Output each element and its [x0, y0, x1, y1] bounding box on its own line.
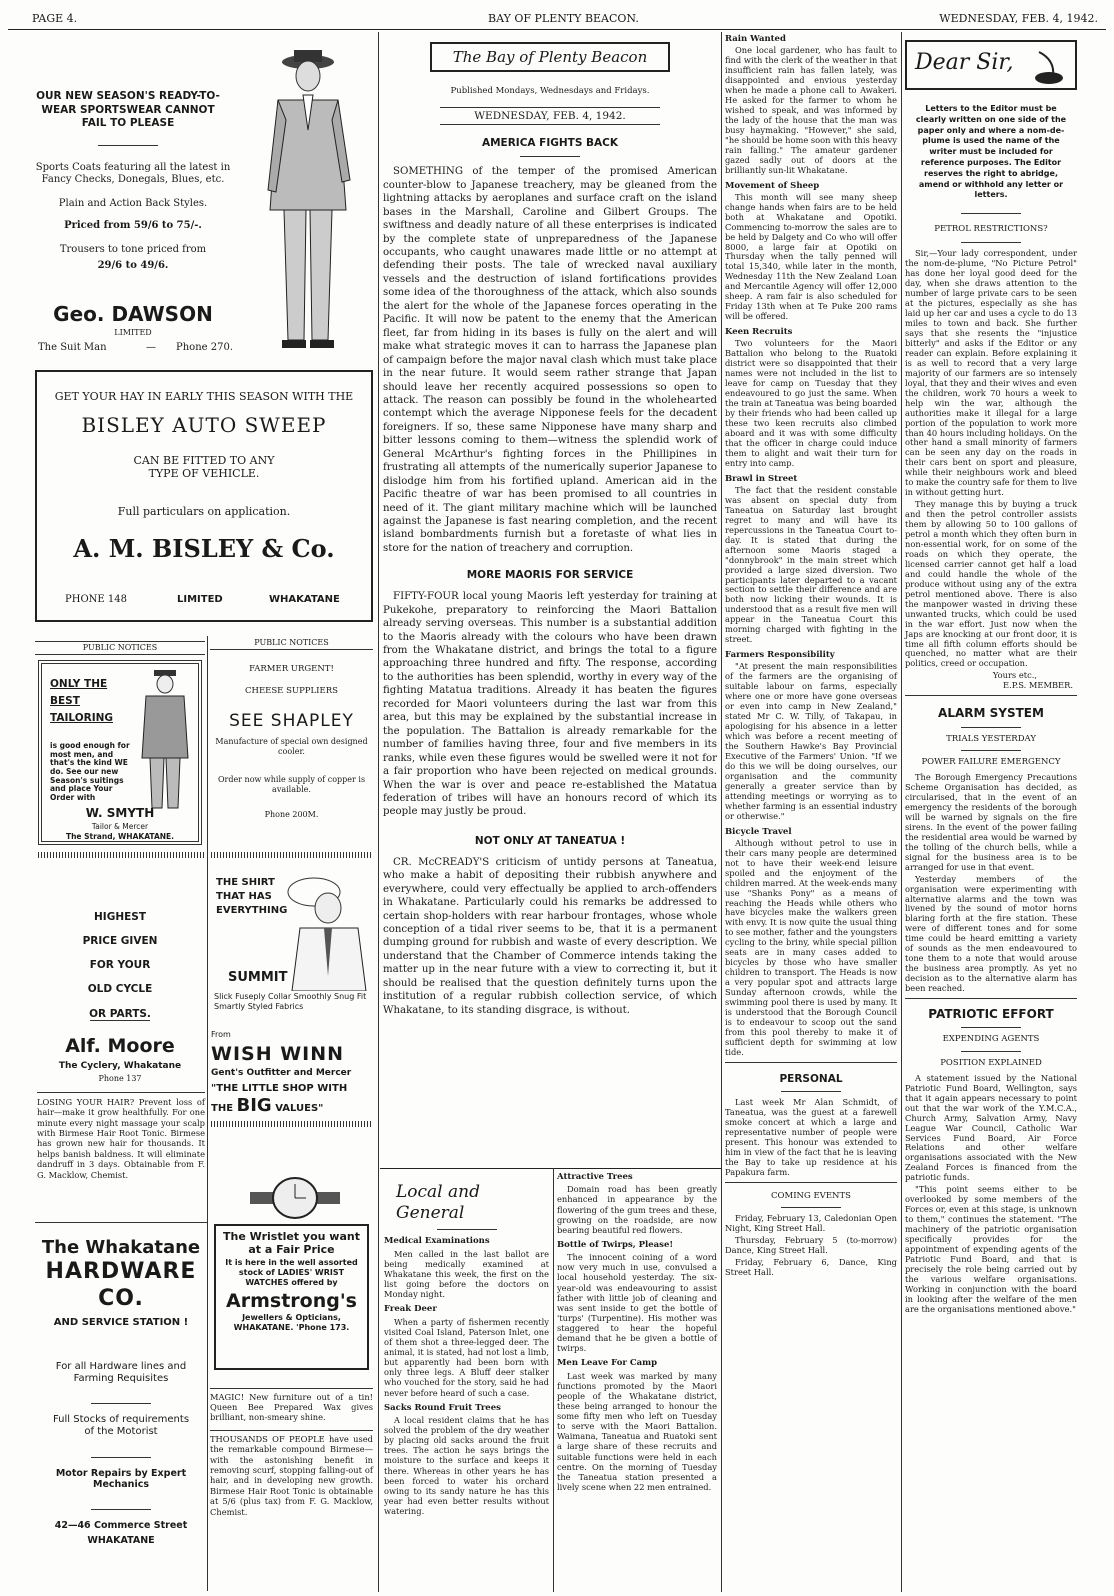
editorial-h2: MORE MAORIS FOR SERVICE: [466, 569, 634, 582]
summit-shirt-man-illustration: [280, 866, 370, 991]
divider: [961, 1027, 1021, 1028]
public-notices-label: PUBLIC NOTICES: [35, 641, 205, 655]
bisley-ad: [35, 370, 373, 622]
divider: [91, 1403, 151, 1404]
wristwatch-icon: [250, 1172, 340, 1224]
dawson-dash: —: [146, 342, 156, 353]
editorial-h3: NOT ONLY AT TANEATUA !: [474, 834, 626, 847]
column-rule: [721, 32, 722, 1592]
summit-desc: Slick Fuseply Collar Smoothly Snug Fit Smartly Styled Fabrics: [214, 992, 367, 1012]
shapley-see: SEE SHAPLEY: [229, 710, 354, 731]
bisley-particulars: Full particulars on application.: [117, 504, 291, 518]
petrol-letter: Sir,—Your lady correspondent, under the nom-de-plume, "No Picture Petrol" has done her loyal good deed for the day, when she draws attention to the number of large private cars to be seen at the pictures, especially as she has laid up her car and uses a cycle to do 13 miles to town and back. She further says that she resents the "injustice bitterly" and asks if the Editor or any reader can explain. Before explaining it is as well to record that a very large majority of our farmers are so intensely loyal, that they and their wives and even the children, work 70 hours a week to help win the war, although the authorities make it illegal for a large portion of the population to work more than 40 hours including holidays. On the other hand a small minority of farmers can be seen any day on the roads in their cars bent on sport and pleasure, while their neighbours work and bleed to make the country safe for them to live in without getting hurt.: [905, 248, 1077, 498]
summit-text: THE SHIRT THAT HAS EVERYTHING: [216, 877, 288, 916]
moore-phone: Phone 137: [98, 1074, 142, 1083]
local-general-col-a: [384, 1172, 549, 1518]
summit-ad: [210, 862, 373, 1027]
events-heading: COMING EVENTS: [771, 1190, 851, 1201]
hair-tonic-ad: LOSING YOUR HAIR? Prevent loss of hair—make it grow healthfully. For one minute every night massage your scalp with Birmese Hair Root Tonic. Birmese has grown new hair for thousands. It helps banish baldness. It will eliminate dandruff in 3 days. Obtainable from F. G. Macklow, Chemist.: [37, 1092, 205, 1180]
divider: [961, 727, 1021, 728]
hardware-name2: HARDWARE CO.: [45, 1258, 197, 1311]
local-general-title: Local and General: [396, 1182, 480, 1223]
shapley-suppliers: CHEESE SUPPLIERS: [245, 686, 338, 697]
dawson-ad: [28, 40, 373, 360]
col4-s6: Although without petrol to use in their cars many people are determined not to have their week-end leisure spoiled and the enjoyment of the children marred. At the week-ends many use "Shanks Pony" as a means of reaching the Heads while others who have bicycles make the walkers green with envy. It is now quite the usual thing to see mother, father and the youngsters cycling to the briny, while special pillion seats are in many cases added to bicycles by those who have smaller children to transport. The Heads is now a very popular spot and attracts large Sunday afternoon crowds, while the swimming pool there is used by many. It is understood that the Borough Council is to endeavour to scoop out the sand from this pool thereby to make it of sufficient depth for swimming at low tide.: [725, 837, 897, 1057]
editorial-column: [383, 36, 717, 1019]
patriotic-heading: PATRIOTIC EFFORT: [928, 1007, 1054, 1022]
shapley-urgent: FARMER URGENT!: [249, 664, 334, 674]
dawson-price: Priced from 59/6 to 75/-.: [64, 220, 202, 231]
col4-s1-head: Rain Wanted: [725, 34, 786, 44]
dawson-name: Geo. DAWSON: [53, 302, 213, 326]
col4-s2: This month will see many sheep change hands when fairs are to be held both at Whakatane and Opotiki. Commencing to-morrow the sales are to be held by Dalgety and Co who will offer 8000, a large fair at Opotiki on Thursday when the tally penned will total 15,340, while later in the month, Wednesday 11th the New Zealand Loan and Mercantile Agency will offer 12,000 sheep. A ram fair is also scheduled for Friday 13th when at Te Puke 200 rams will be offered.: [725, 191, 897, 322]
shapley-order: Order now while supply of copper is available.: [217, 774, 366, 794]
hardware-l1: For all Hardware lines and Farming Requisites: [55, 1360, 187, 1384]
sign-1: Yours etc.,: [992, 670, 1037, 681]
winn-role: Gent's Outfitter and Mercer: [211, 1068, 352, 1079]
inkwell-quill-icon: [1029, 50, 1069, 86]
col4-s2-head: Movement of Sheep: [725, 180, 820, 191]
moore-l2: PRICE GIVEN: [82, 935, 158, 948]
local-s2-head: Freak Deer: [384, 1304, 437, 1315]
col4-s6-head: Bicycle Travel: [725, 826, 792, 837]
winn-from: From: [211, 1030, 231, 1039]
hardware-l3: Motor Repairs by Expert Mechanics: [55, 1467, 187, 1491]
moore-shop: The Cyclery, Whakatane: [58, 1061, 182, 1071]
hardware-addr: 42—46 Commerce Street: [54, 1519, 188, 1531]
alarm-sub2: POWER FAILURE EMERGENCY: [921, 756, 1061, 767]
bisley-product: BISLEY AUTO SWEEP: [81, 413, 327, 438]
watch-town: WHAKATANE. 'Phone 173.: [233, 1322, 350, 1332]
patriotic-text: A statement issued by the National Patriotic Fund Board, Wellington, says that it again appears necessary to point out that the war work of the Y.M.C.A., Church Army, Salvation Army, Navy League War Council, Catholic War Services Fund Board, Air Force Relations and other welfare organisations associated with the New Zealand Forces is financed from the patriotic funds.: [905, 1072, 1077, 1183]
moore-l3: FOR YOUR: [89, 959, 151, 972]
winn-name: WISH WINN: [211, 1043, 345, 1065]
col4-s5: "At present the main responsibilities of the farmers are the organising of suitable labour on farms, especially where one or more have gone overseas or even into camp in New Zealand," stated Mr C. W. Tilly, of Takapau, in apologising for his absence in a letter which was before a recent meeting of the Southern Hawke's Bay Provincial Executive of the Farmers' Union. "If we do this we will be doing ourselves, our organisation and the community generally a greater service than by attending meetings or worrying as to whether farming is an essential industry or otherwise.": [725, 661, 897, 821]
smyth-body: is good enough for most men, and that's the kind WE do. See our new Season's suitings and place Your Order with: [50, 741, 130, 802]
divider: [961, 213, 1021, 214]
local-s5-head: Bottle of Twirps, Please!: [557, 1239, 674, 1250]
paper-name: BAY OF PLENTY BEACON.: [488, 12, 639, 25]
local-s6: Last week was marked by many functions promoted by the Maori people of the Whakatane district, these being arranged to honour the some fifty men who left on Tuesday to serve with the Maori Battalion. Waimana, Taneatua and Ruatoki sent a large share of these recruits and suitable functions were held in each centre. On the morning of Tuesday the Taneatua station presented a lively scene when 22 men entrained.: [557, 1370, 717, 1492]
shapley-phone: Phone 200M.: [264, 810, 319, 820]
watch-ad: [210, 1172, 373, 1380]
bisley-line1: GET YOUR HAY IN EARLY THIS SEASON WITH THE: [54, 390, 354, 403]
divider: [91, 1509, 151, 1510]
dawson-line1: Sports Coats featuring all the latest in Fancy Checks, Donegals, Blues, etc.: [35, 162, 231, 186]
shapley-manu: Manufacture of special own designed cooler.: [215, 737, 368, 757]
local-s3: A local resident claims that he has solved the problem of the dry weather by placing old sacks around the fruit trees. The action he says brings the moisture to the surface and keeps it there. Whereas in other years he has been forced to water his orchard owing to its sandy nature he has this year had even better results without watering.: [384, 1414, 549, 1516]
local-s4-head: Attractive Trees: [557, 1172, 633, 1182]
alarm-text-2: Yesterday members of the organisation were experimenting with alternative alarms and the town was livened by the sound of motor horns blaring forth at the fire station. These were of different tones and for some time could be heard emitting a variety of sounds as the men endeavoured to tone them to a note that would arouse the business area promptly. As yet no decision as to the alternative alarm has been reached.: [905, 873, 1077, 994]
bisley-phone: PHONE 148: [65, 593, 127, 605]
moore-l4: OLD CYCLE: [87, 983, 153, 996]
moore-l1: HIGHEST: [94, 911, 146, 923]
editorial-p1: SOMETHING of the temper of the promised American counter-blow to Japanese treachery, may be gleaned from the lightning attacks by aeroplanes and surface craft on the island bases in the Marshall, Caroline and Gilbert Groups. The swiftness and deadly nature of all these enterprises is indicated by the complete state of unpreparedness of the Japanese occupants, who caught unawares made little or no attempt at defending their posts. The tale of wrecked naval auxiliary vessels and the destruction of island fortifications provides some idea of the thoroughness of the attack, which also sounds the alert for the whole of the Japanese forces operating in the Pacific. It will now be patent to the enemy that the American fleet, far from hiding in its bases is fully on the alert and will make what strategic moves it can to harrass the Japanese plan of campaign before the major naval clash which must take place in the near future. It would seem rather strange that Japan should leave her recently acquired possessions so open to attack. The reason can possibly be found in the wholehearted contempt which the average Nipponese feels for the decadent foreigners. If so, these same Nipponese have many sharp and bitter lessons coming to them—witness the splendid work of General McArthur's fighting forces in the Phillipines in frustrating all attempts of the numerically superior Japanese to dislodge him from his fortified upland. American aid in the Pacific theatre of war has been promised to all countries in need of it. The giant military machine which will be launched against the Japanese is fast nearing completion, and the recent island bombardments furnish but a foretaste of what lies in store for the nation of treachery and corruption.: [383, 166, 717, 554]
divider: [437, 1229, 497, 1230]
smyth-ad: [38, 660, 202, 845]
masthead-pub: Published Mondays, Wednesdays and Fridays.: [450, 86, 650, 97]
dawson-tag: The Suit Man: [38, 342, 107, 353]
border-rule: [211, 852, 373, 858]
masthead-date: WEDNESDAY, FEB. 4, 1942.: [440, 107, 660, 126]
divider: [98, 145, 158, 146]
watch-body: It is here in the well assorted stock of LADIES' WRIST WATCHES offered by: [225, 1258, 358, 1287]
divider: [520, 156, 580, 157]
bisley-fit: CAN BE FITTED TO ANY TYPE OF VEHICLE.: [133, 453, 275, 481]
editorial-p2: FIFTY-FOUR local young Maoris left yesterday for training at Pukekohe, preparatory to reinforcing the Maori Battalion already serving overseas. This number is a substantial addition to the Maoris already with the colours who have been drawn from the Whakatane district, and brings the total to a figure approaching three hundred and fifty. The response, according to the authorities has been splendid, worthy in every way of the fighting Matatua traditions. Already it has beaten the figures recorded for Maori volunteers during the last war from this area, but this may be explained by the substantial increase in the population. The Battalion is already remarkable for the number of families having three, four and five members in its ranks, while even these figures would be swelled were it not for a fair proportion who have been rejected on medical grounds. When the war is over and peace re-established the Matatua federation of tribes will have an honours record of which its people may justly be proud.: [383, 591, 717, 818]
public-notices-label: PUBLIC NOTICES: [210, 637, 373, 650]
bisley-town: WHAKATANE: [269, 593, 340, 605]
news-column-4: [725, 32, 897, 1280]
alarm-sub: TRIALS YESTERDAY: [946, 733, 1036, 744]
divider: [961, 750, 1021, 751]
magic-ad: MAGIC! New furniture out of a tin! Queen Bee Prepared Wax gives brilliant, non-smeary shine.: [210, 1388, 373, 1422]
divider: [961, 1051, 1021, 1052]
moore-name: Alf. Moore: [65, 1035, 175, 1057]
personal-text: Last week Mr Alan Schmidt, of Taneatua, was the guest at a farewell smoke concert at which a large and representative number of people were present. This honour was extended to him in view of the fact that he is leaving the Bay to take up residence at his Papakura farm.: [725, 1097, 897, 1178]
bisley-company: A. M. BISLEY & Co.: [73, 534, 335, 564]
smyth-addr: The Strand, WHAKATANE.: [65, 832, 175, 841]
local-s1: Men called in the last ballot are being medically examined at Whakatane this week, the first on the list going before the doctors on Monday night.: [384, 1248, 549, 1300]
alarm-text: The Borough Emergency Precautions Scheme Organisation has decided, as circularised, that in the event of an emergency the residents of the borough will be warned by signals on the fire sirens. In the event of the power failing the residential area would be warned by the tolling of the church bells, while a signal for the business area is to be arranged for use in that event.: [905, 772, 1077, 872]
moore-l5: OR PARTS.: [89, 1007, 151, 1020]
column-rule: [901, 32, 902, 1592]
summit-brand: SUMMIT: [228, 970, 288, 985]
col4-s3: Two volunteers for the Maori Battalion who belong to the Ruatoki district were so disappointed that their names were not included in the list to leave for camp on Tuesday that they endeavoured to go just the same. When the train at Taneatua was being boarded by their friends who had been called up these two keen recruits also climbed aboard and it was with some difficulty that the officer in charge could induce them to alight and wait their turn for entry into camp.: [725, 338, 897, 468]
watch-role: Jewellers & Opticians,: [242, 1312, 341, 1322]
border-rule: [211, 1121, 373, 1127]
shapley-ad: [210, 664, 373, 820]
column-rule: [207, 636, 208, 1591]
local-s2: When a party of fishermen recently visited Coal Island, Paterson Inlet, one of them shot a three-legged deer. The animal, it is stated, had not lost a limb, but apparently had been born with only three legs. A Bluff deer stalker who vouched for the story, said he had never before heard of such a case.: [384, 1316, 549, 1398]
hardware-l2: Full Stocks of requirements of the Motorist: [52, 1414, 190, 1438]
hardware-ad: [35, 1222, 207, 1547]
editorial-h1: AMERICA FIGHTS BACK: [481, 137, 619, 150]
col4-s5-head: Farmers Responsibility: [725, 650, 835, 661]
watch-name: Armstrong's: [226, 1289, 357, 1312]
watch-title: The Wristlet you want at a Fair Price: [223, 1230, 360, 1257]
column-rule: [553, 1168, 554, 1592]
dawson-headline: OUR NEW SEASON'S READY-TO-WEAR SPORTSWEAR CANNOT FAIL TO PLEASE: [36, 90, 220, 130]
divider: [90, 1020, 150, 1021]
moore-ad: [35, 905, 205, 1026]
bisley-limited: LIMITED: [177, 593, 223, 605]
petrol-heading: PETROL RESTRICTIONS?: [934, 224, 1048, 235]
hardware-sub: AND SERVICE STATION !: [53, 1316, 189, 1328]
letters-note: Letters to the Editor must be clearly written on one side of the paper only and where a nom-de-plume is used the name of the writer must be included for reference purposes. The Editor reserves the right to abridge, amend or withhold any letter or letters.: [915, 104, 1067, 200]
column-rule: [378, 32, 379, 1592]
local-s1-head: Medical Examinations: [384, 1236, 490, 1247]
local-general-col-b: [557, 1170, 717, 1494]
page-number: PAGE 4.: [32, 12, 78, 25]
smyth-title: ONLY THE BEST TAILORING: [50, 678, 114, 724]
dawson-phone: Phone 270.: [176, 342, 233, 353]
border-rule: [38, 852, 204, 858]
col4-s1: One local gardener, who has fault to find with the clerk of the weather in that insufficient rain has fallen lately, was disappointed and envious yesterday when he made a phone call to Awakeri. He asked for the farmer to whom he wished to speak, and was informed by the lady of the house that the man was busy haymaking. "However," she said, "he should be home soon with this heavy rain falling." The amateur gardener gazed sadly out of doors at the brilliantly sun-lit Whakatane.: [725, 45, 897, 175]
winn-big: BIG: [236, 1095, 272, 1117]
smyth-name: W. SMYTH: [85, 806, 155, 820]
winn-ad: [211, 1043, 373, 1127]
col4-s3-head: Keen Recruits: [725, 327, 793, 338]
dawson-trousers-price: 29/6 to 49/6.: [97, 260, 169, 271]
header-date: WEDNESDAY, FEB. 4, 1942.: [939, 12, 1098, 25]
patriotic-sub: EXPENDING AGENTS: [942, 1034, 1040, 1045]
personal-heading: PERSONAL: [779, 1072, 843, 1085]
page-header: [8, 8, 1106, 30]
smyth-role: Tailor & Mercer: [91, 822, 149, 831]
dear-sir-banner: [905, 40, 1077, 90]
col4-s4-head: Brawl in Street: [725, 473, 798, 484]
editorial-p3: CR. McCREADY'S criticism of untidy persons at Taneatua, who make a habit of depositing their rubbish anywhere and everywhere, could very effectually be applied to arch-offenders in Whakatane. Particularly could his remarks be addressed to certain shop-holders with rear harbour frontages, whose whole conception of a tidal river seems to be, that it is a permanent dumping ground for rubbish and waste of every description. We understand that the Chamber of Commerce intends taking the matter up in the near future with a view to correcting it, but it should be realised that the question definitely turns upon the institution of a regular rubbish collection service, of which Whakatane, to its standing disgrace, is without.: [383, 856, 717, 1016]
petrol-letter-2: They manage this by buying a truck and then the petrol controller assists them by allowing 50 to 100 gallons of petrol a month which they often burn in non-essential work, for on some of the roads on which they operate, the licensed carrier cannot get half a load and could handle the whole of the produce without using any of the extra petrol mentioned above. There is also the manpower wasted in driving these unwanted trucks, which could be used in the war effort. Just now when the Japs are knocking at our front door, it is time all fifth column efforts should be quenched, no matter what are their politics, creed or occupation.: [905, 499, 1077, 669]
watch-ad-box: [214, 1224, 369, 1370]
divider: [961, 242, 1021, 243]
divider: [781, 1091, 841, 1092]
winn-slogan2: THE: [211, 1103, 234, 1115]
local-s5: The innocent coining of a word now very much in use, convulsed a local household yesterday. The six-year-old was endeavouring to assist father with little job of cleaning and was sent inside to get the bottle of 'turps' (Turpentine). His mother was staggered to hear the hopeful demand that he be given a bottle of twirps.: [557, 1252, 717, 1354]
dear-sir-text: Dear Sir,: [915, 50, 1014, 75]
tailor-figure-illustration: [132, 668, 198, 813]
local-s4: Domain road has been greatly enhanced in appearance by the flowering of the gum trees and these, growing on the roadside, are now bearing beautiful red flowers.: [557, 1184, 717, 1235]
dawson-trousers: Trousers to tone priced from: [59, 244, 207, 255]
dawson-line2: Plain and Action Back Styles.: [58, 198, 208, 209]
col4-s4: The fact that the resident constable was absent on special duty from Taneatua on Saturday last brought regret to many and will have its repercussions in the Taneatua Court to-day. It is stated that during the afternoon some Maoris staged a "donnybrook" in the main street which provided a large sized diversion. Two participants later departed to a vacant section to settle their difference and are both now licking their wounds. It is understood that as a result five men will appear in the Taneatua Court this morning charged with fighting in the street.: [725, 484, 897, 645]
dawson-limited: LIMITED: [114, 328, 152, 337]
hardware-town: WHAKATANE: [87, 1535, 155, 1547]
event-3: Friday, February 6, Dance, King Street Hall.: [725, 1256, 897, 1277]
masthead-title: The Bay of Plenty Beacon: [430, 42, 670, 72]
local-s6-head: Men Leave For Camp: [557, 1358, 658, 1369]
local-general-section: [380, 1168, 721, 1169]
winn-slogan3: VALUES": [275, 1103, 324, 1115]
patriotic-sub2: POSITION EXPLAINED: [940, 1057, 1042, 1068]
alarm-heading: ALARM SYSTEM: [938, 706, 1044, 721]
patriotic-text-2: "This point seems either to be overlooked by some members of the Forces or, even at this stage, is unknown to them," continues the statement. "The machinery of the patriotic organisation specifically provides for the appointment of expending agents of the Patriotic Fund Board, and that is precisely the role being carried out by the various welfare organisations. Working in conjunction with the board in looking after the welfare of the men are the organisations mentioned above.": [905, 1184, 1077, 1314]
man-in-suit-illustration: [248, 40, 368, 360]
birmese-ad: THOUSANDS OF PEOPLE have used the remarkable compound Birmese—with the astonishing benefit in removing scurf, stopping falling-out of hair, and in developing new growth. Birmese Hair Root Tonic is obtainable at 5/6 (plus tax) from F. G. Macklow, Chemist.: [210, 1430, 373, 1517]
divider: [781, 1207, 841, 1208]
event-1: Friday, February 13, Caledonian Open Night, King Street Hall.: [725, 1213, 897, 1234]
letters-column: [905, 40, 1077, 1317]
local-s3-head: Sacks Round Fruit Trees: [384, 1402, 501, 1413]
sign-2: E.P.S. MEMBER.: [1003, 680, 1073, 691]
divider: [91, 1457, 151, 1458]
event-2: Thursday, February 5 (to-morrow) Dance, King Street Hall.: [725, 1235, 897, 1256]
hardware-name1: The Whakatane: [41, 1237, 201, 1258]
winn-slogan1: "THE LITTLE SHOP WITH: [211, 1083, 348, 1095]
